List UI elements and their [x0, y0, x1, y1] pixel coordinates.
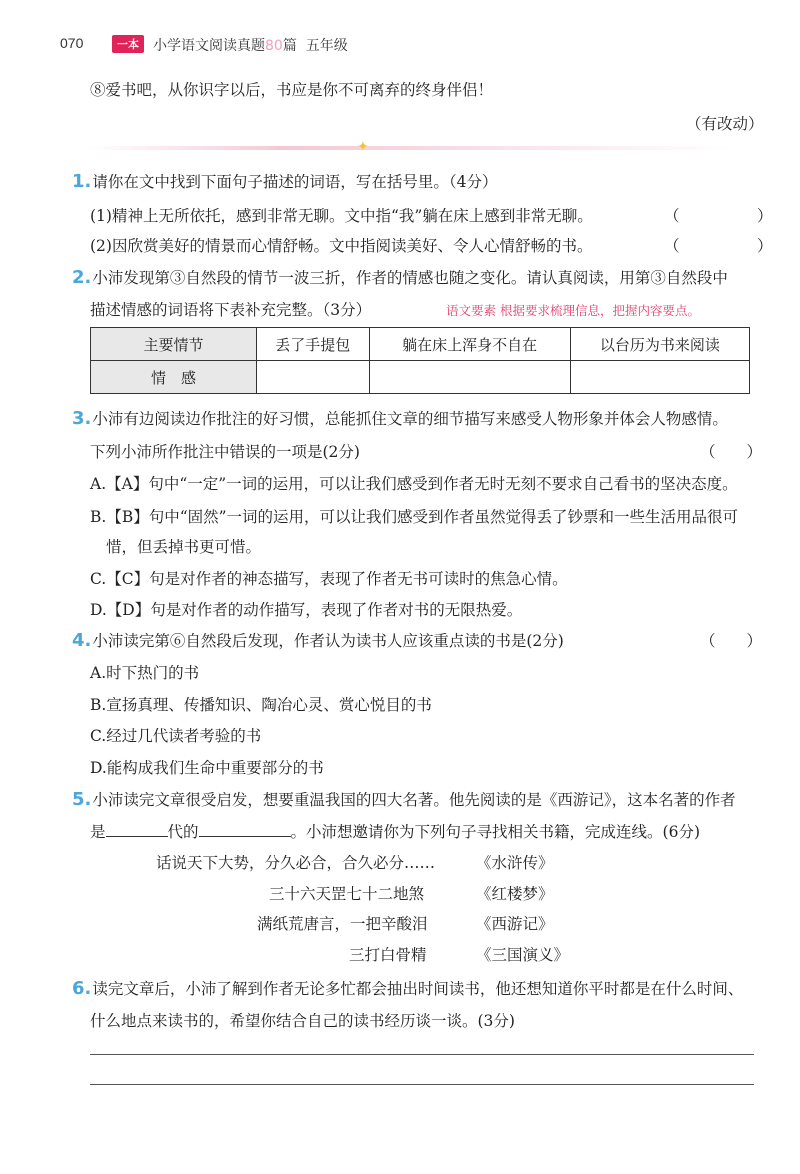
stem-text: 是	[90, 823, 106, 841]
question-1-stem: 请你在文中找到下面句子描述的词语，写在括号里。（4分）	[92, 173, 498, 191]
table-cell: 以台历为书来阅读	[570, 328, 749, 361]
option-b-line-2: 惜，但丢掉书更可惜。	[106, 538, 262, 556]
answer-paren[interactable]: （ ）	[700, 632, 763, 650]
table-cell: 躺在床上浑身不自在	[369, 328, 570, 361]
match-book-1[interactable]: 《水浒传》	[476, 854, 554, 872]
question-3-stem-1: 小沛有边阅读边作批注的好习惯，总能抓住文章的细节描写来感受人物形象并体会人物感情。	[92, 410, 728, 428]
brand-logo: 一本	[112, 35, 144, 53]
question-6-stem-2: 什么地点来读书的，希望你结合自己的读书经历谈一谈。(3分)	[90, 1012, 515, 1030]
question-6	[72, 977, 743, 999]
question-5-stem-2	[90, 820, 700, 842]
question-3-number: 3.	[72, 408, 92, 429]
dynasty-blank[interactable]	[106, 822, 168, 837]
question-2-stem-1: 小沛发现第③自然段的情节一波三折，作者的情感也随之变化。请认真阅读，用第③自然段中	[92, 269, 728, 287]
emotion-answer-cell[interactable]	[257, 361, 370, 394]
emotion-answer-cell[interactable]	[369, 361, 570, 394]
title-part-a: 小学语文阅读真题	[153, 38, 265, 54]
question-2-number: 2.	[72, 267, 92, 288]
answer-paren[interactable]: （ ）	[700, 443, 763, 461]
match-book-2[interactable]: 《红楼梦》	[476, 885, 554, 903]
question-4	[72, 629, 564, 651]
option-a: A.【A】句中“一定”一词的运用，可以让我们感受到作者无时无刻不要求自己看书的坚决态度。	[90, 475, 738, 493]
section-divider	[90, 146, 730, 150]
stem-text: 代的	[167, 823, 199, 841]
answer-line[interactable]	[90, 1054, 754, 1055]
table-row	[91, 361, 750, 394]
question-1-item-2: (2)因欣赏美好的情景而心情舒畅。文中指阅读美好、令人心情舒畅的书。	[90, 237, 593, 255]
star-icon: ✦	[357, 139, 369, 155]
option-c: C.经过几代读者考验的书	[90, 727, 262, 745]
question-1-item-1: (1)精神上无所依托，感到非常无聊。文中指“我”躺在床上感到非常无聊。	[90, 207, 593, 225]
question-5-stem-1: 小沛读完文章很受启发，想要重温我国的四大名著。他先阅读的是《西游记》，这本名著的作者	[92, 791, 736, 809]
match-quote-1[interactable]: 话说天下大势，分久必合，合久必分……	[156, 854, 436, 872]
option-c: C.【C】句是对作者的神态描写，表现了作者无书可读时的焦急心情。	[90, 570, 568, 588]
option-a: A.时下热门的书	[90, 664, 200, 682]
option-b: B.宣扬真理、传播知识、陶冶心灵、赏心悦目的书	[90, 696, 432, 714]
match-book-3[interactable]: 《西游记》	[476, 915, 554, 933]
table-row	[91, 328, 750, 361]
match-quote-2[interactable]: 三十六天罡七十二地煞	[269, 885, 425, 903]
emotion-answer-cell[interactable]	[570, 361, 749, 394]
emotion-table	[90, 327, 750, 394]
question-1	[72, 170, 498, 192]
stem-text: 。小沛想邀请你为下列句子寻找相关书籍，完成连线。(6分)	[290, 823, 700, 841]
question-4-number: 4.	[72, 630, 92, 651]
table-header-cell: 情 感	[91, 361, 257, 394]
question-1-number: 1.	[72, 171, 92, 192]
question-5	[72, 788, 736, 810]
answer-paren[interactable]: （ ）	[664, 207, 773, 225]
title-part-b: 篇	[282, 38, 297, 54]
option-d: D.【D】句是对作者的动作描写，表现了作者对书的无限热爱。	[90, 601, 523, 619]
adaptation-note: （有改动）	[686, 115, 764, 133]
title-number: 80	[265, 38, 283, 54]
question-3-stem-2: 下列小沛所作批注中错误的一项是(2分)	[90, 443, 360, 461]
match-book-4[interactable]: 《三国演义》	[476, 946, 570, 964]
question-5-number: 5.	[72, 789, 92, 810]
passage-paragraph-8: ⑧爱书吧，从你识字以后，书应是你不可离弃的终身伴侣！	[90, 81, 494, 99]
key-point-tag: 语文要素 根据要求梳理信息，把握内容要点。	[446, 303, 700, 318]
option-b-line-1: B.【B】句中“固然”一词的运用，可以让我们感受到作者虽然觉得丢了钞票和一些生活用品很可	[90, 508, 739, 526]
question-6-number: 6.	[72, 978, 92, 999]
table-header-cell: 主要情节	[91, 328, 257, 361]
question-4-stem: 小沛读完第⑥自然段后发现，作者认为读书人应该重点读的书是(2分)	[92, 632, 564, 650]
question-3	[72, 407, 728, 429]
book-title	[153, 35, 348, 55]
answer-paren[interactable]: （ ）	[664, 237, 773, 255]
question-2	[72, 266, 728, 288]
match-quote-4[interactable]: 三打白骨精	[349, 946, 427, 964]
author-blank[interactable]	[199, 822, 291, 837]
table-cell: 丢了手提包	[257, 328, 370, 361]
question-2-stem-2: 描述情感的词语将下表补充完整。（3分）	[90, 301, 372, 319]
answer-line[interactable]	[90, 1084, 754, 1085]
question-6-stem-1: 读完文章后，小沛了解到作者无论多忙都会抽出时间读书，他还想知道你平时都是在什么时间、	[92, 980, 744, 998]
match-quote-3[interactable]: 满纸荒唐言，一把辛酸泪	[257, 915, 428, 933]
grade-label: 五年级	[305, 38, 348, 54]
option-d: D.能构成我们生命中重要部分的书	[90, 759, 324, 777]
page-number: 070	[60, 35, 84, 51]
